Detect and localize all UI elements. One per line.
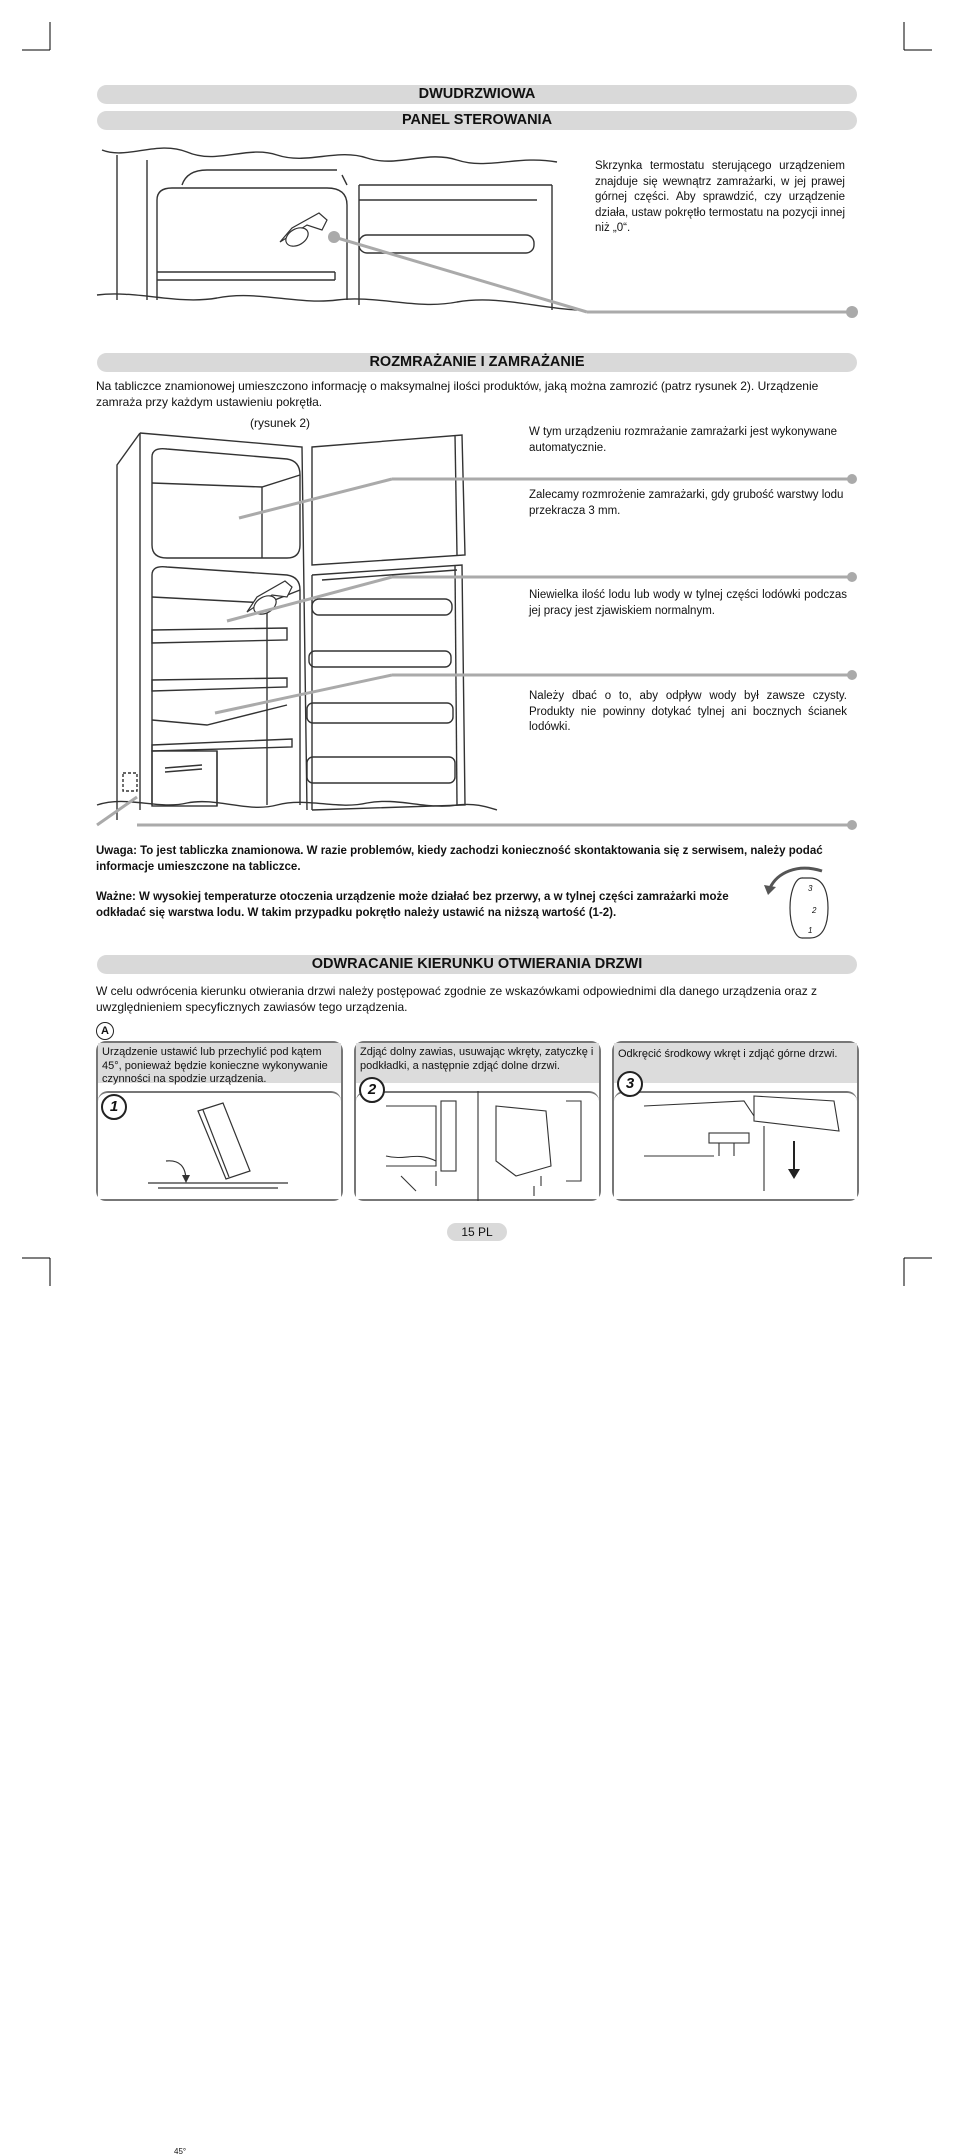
- defrost-note-3: Niewielka ilość lodu lub wody w tylnej części lodówki podczas jej pracy jest zjawiskiem normalnym.: [529, 589, 847, 617]
- defrost-note-2: Zalecamy rozmrożenie zamrażarki, gdy grubość warstwy lodu przekracza 3 mm.: [529, 489, 844, 517]
- hinge-illustration: [356, 1081, 599, 1201]
- section-header-odwracanie: ODWRACANIE KIERUNKU OTWIERANIA DRZWI: [97, 955, 857, 974]
- step-2-text: Zdjąć dolny zawias, usuwając wkręty, zatyczkę i podkładki, a następnie zdjąć dolne drzwi.: [356, 1043, 599, 1083]
- knob-number-1: 1: [808, 926, 813, 935]
- knob-arrow-icon: [762, 863, 852, 943]
- fridge-illustration: [97, 425, 857, 835]
- defrost-note-4: Należy dbać o to, aby odpływ wody był zawsze czysty. Produkty nie powinny dotykać tylnej ani bocznych ścianek lodówki.: [529, 690, 847, 733]
- step-panel-1: [96, 1041, 343, 2156]
- tilt-fridge-illustration: [98, 1091, 338, 1201]
- step-number-1: 1: [101, 1094, 127, 1120]
- page-number: 15 PL: [447, 1223, 507, 1241]
- defrost-intro: Na tabliczce znamionowej umieszczono informację o maksymalnej ilości produktów, jaką można zamrozić (patrz rysunek 2). Urządzenie zamraża przy każdym ustawieniu pokrętła.: [96, 379, 819, 409]
- figure-label: (rysunek 2): [250, 416, 311, 430]
- knob-number-2: 2: [812, 906, 817, 915]
- top-door-illustration: [614, 1081, 857, 1201]
- reverse-intro: W celu odwrócenia kierunku otwierania drzwi należy postępować zgodnie ze wskazówkami odpowiednimi dla danego urządzenia oraz z uwzględnieniem specyficznych zawiasów tego urządzenia.: [96, 984, 818, 1014]
- marker-a: A: [96, 1022, 114, 1040]
- step-panel-2: [354, 1041, 601, 1201]
- defrost-note-1: W tym urządzeniu rozmrażanie zamrażarki jest wykonywane automatycznie.: [529, 426, 838, 454]
- step-number-3: 3: [617, 1071, 643, 1097]
- knob-number-3: 3: [808, 884, 813, 893]
- section-header-panel-sterowania: PANEL STEROWANIA: [97, 111, 857, 130]
- angle-label: 45°: [174, 2147, 187, 2156]
- step-1-text: Urządzenie ustawić lub przechylić pod kątem 45°, ponieważ będzie konieczne wykonywanie czynności na spodzie urządzenia.: [98, 1043, 341, 1083]
- step-3-text: Odkręcić środkowy wkręt i zdjąć górne drzwi.: [614, 1043, 857, 1083]
- section-header-dwudrzwiowa: DWUDRZWIOWA: [97, 85, 857, 104]
- warning-wazne: Ważne: W wysokiej temperaturze otoczenia urządzenie może działać bez przerwy, a w tylnej części zamrażarki może odkładać się warstwa lodu. W takim przypadku pokrętło należy ustawić na niższą wartość (1-2).: [96, 891, 729, 919]
- section-header-rozmrazanie: ROZMRAŻANIE I ZAMRAŻANIE: [97, 353, 857, 372]
- step-panel-3: [612, 1041, 859, 1201]
- thermostat-knob: [280, 213, 327, 250]
- step-number-2: 2: [359, 1077, 385, 1103]
- warning-uwaga: Uwaga: To jest tabliczka znamionowa. W razie problemów, kiedy zachodzi konieczność skontaktowania się z serwisem, należy podać informacje umieszczone na tabliczce.: [96, 845, 823, 873]
- thermostat-description: Skrzynka termostatu sterującego urządzeniem znajduje się wewnątrz zamrażarki, w jej prawej górnej części. Aby sprawdzić, czy urządzenie działa, ustaw pokrętło termostatu na pozycji innej niż „0“.: [595, 160, 845, 234]
